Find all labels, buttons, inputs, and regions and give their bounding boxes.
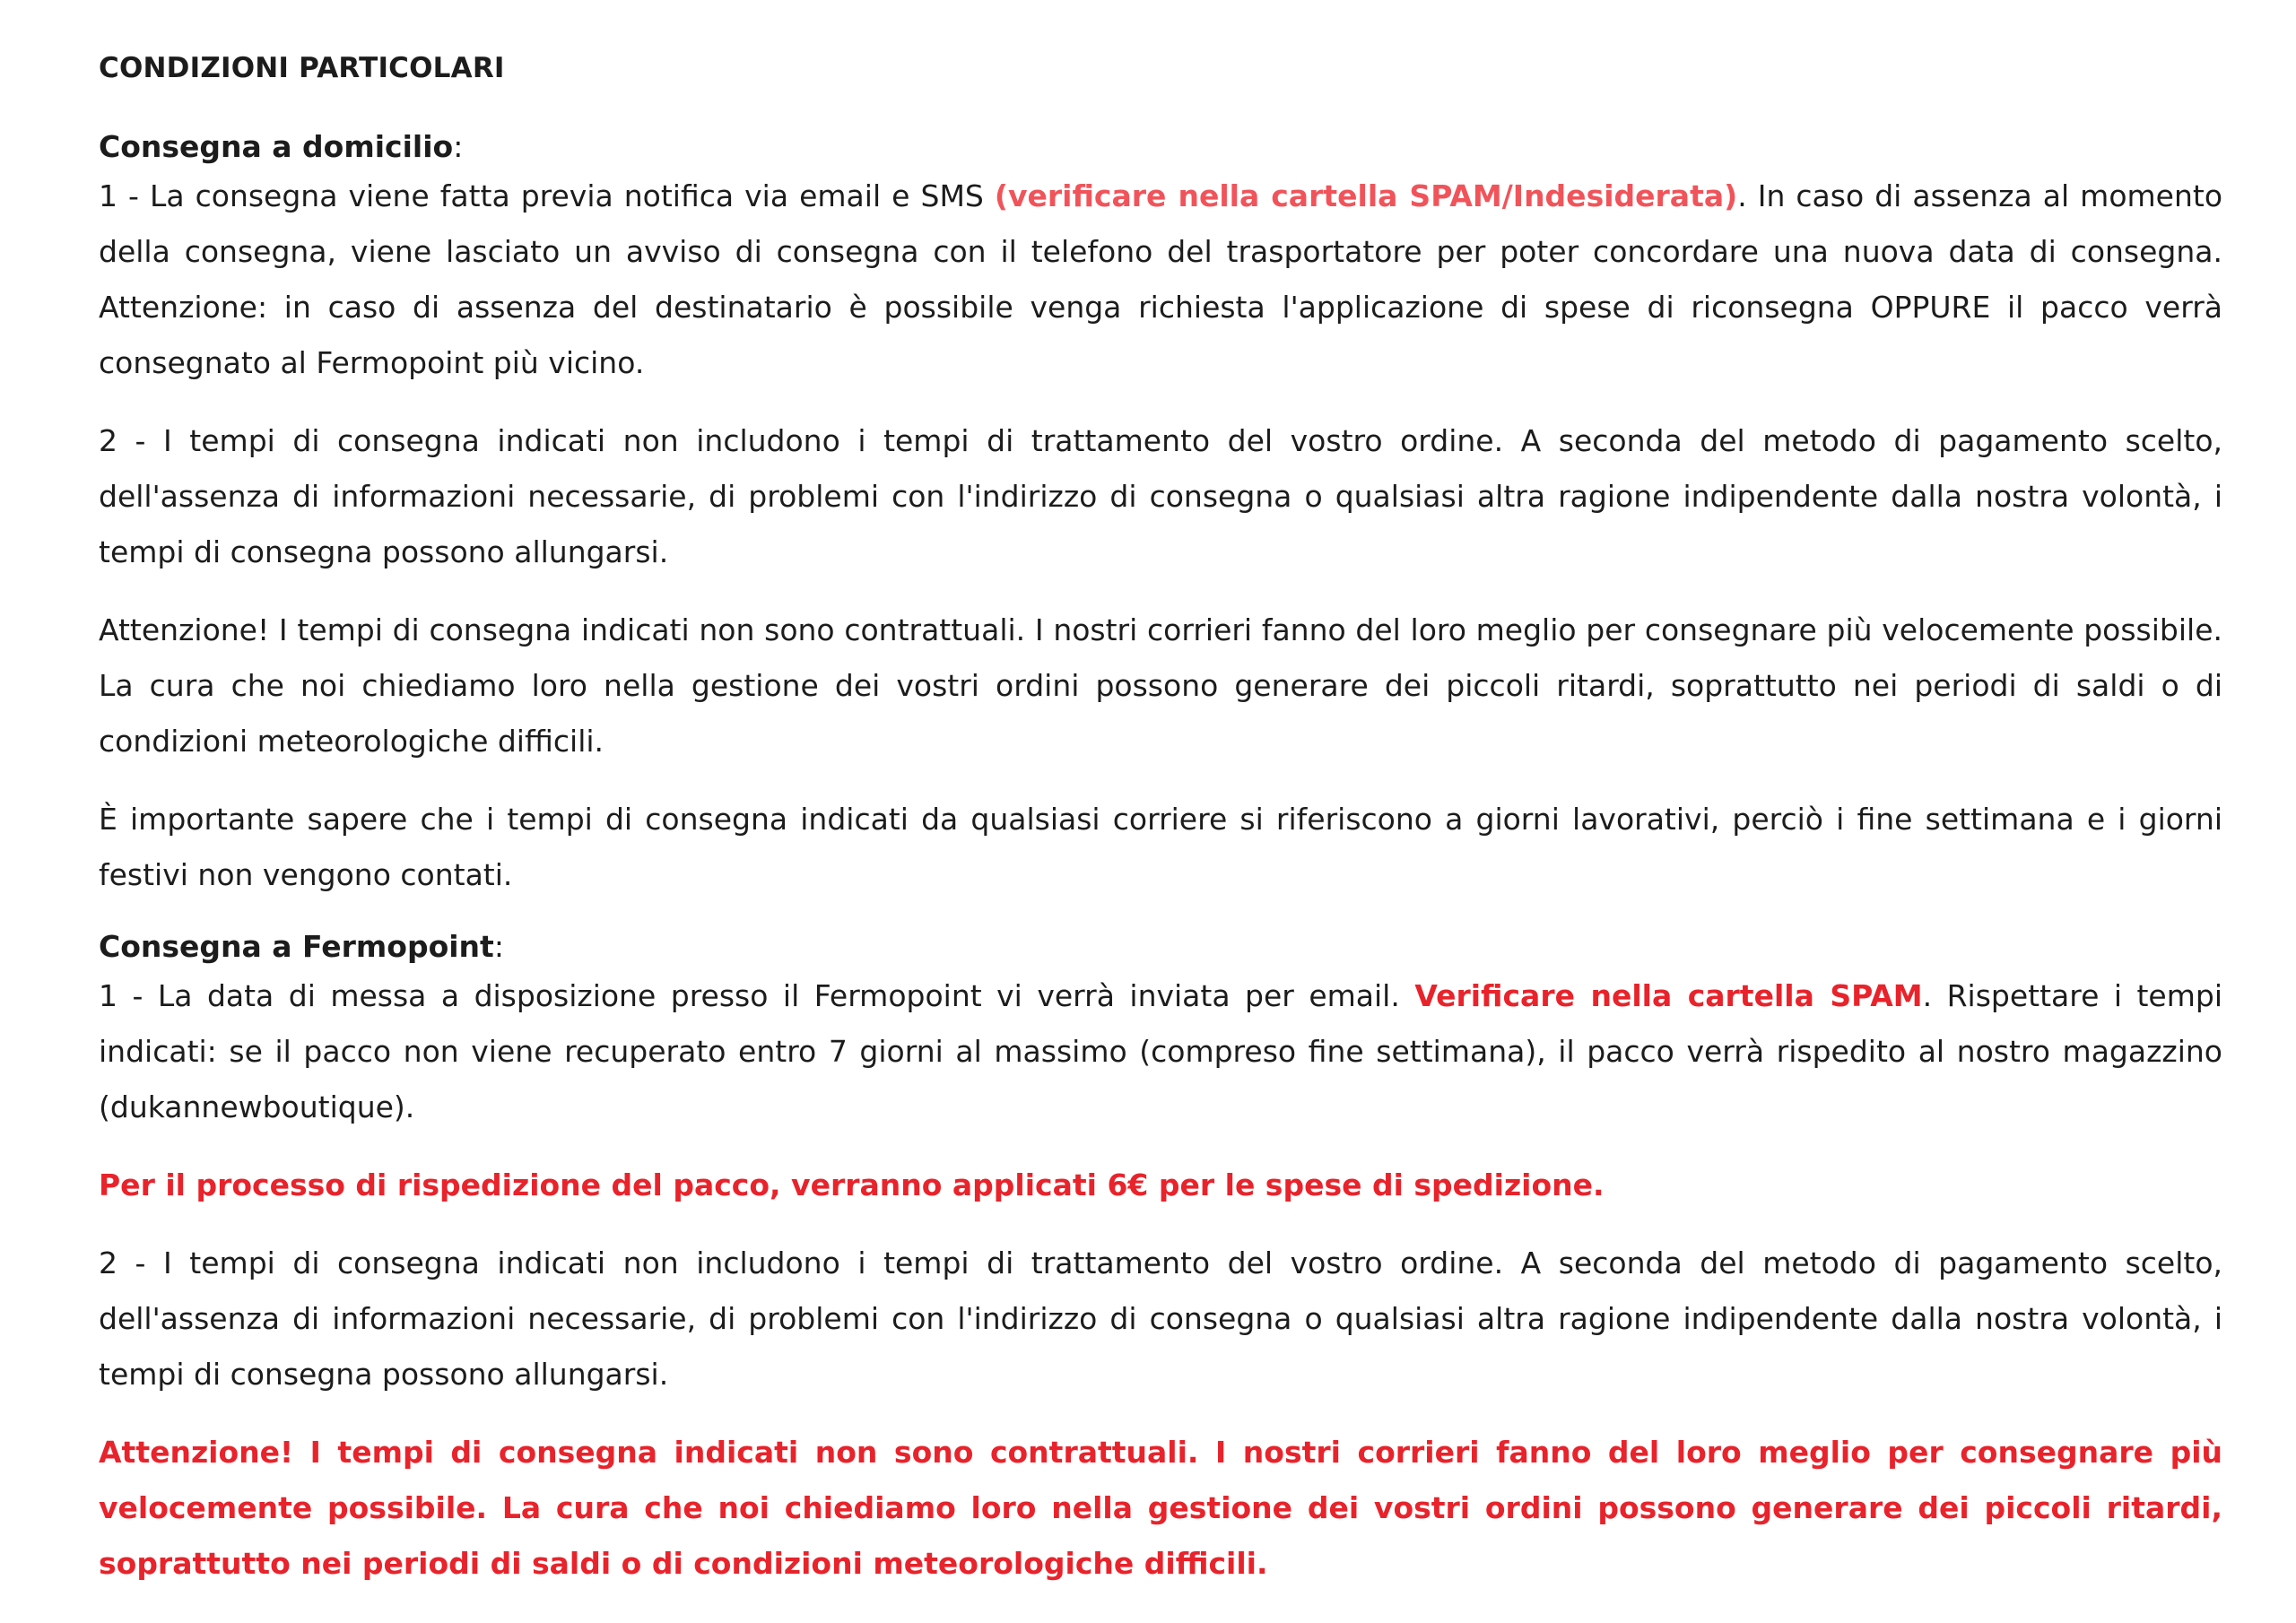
domicilio-paragraph-3: Attenzione! I tempi di consegna indicati non sono contrattuali. I nostri corrieri fanno del loro meglio per consegnare più velocemente possibile. La cura che noi chiediamo loro nella gestione dei vostri ordini possono generare dei piccoli ritardi, soprattutto nei periodi di saldi o di condizioni meteorologiche difficili. <box>99 612 2222 759</box>
section-title-domicilio <box>99 126 2222 169</box>
document-page <box>99 47 2222 1614</box>
domicilio-p1-spam-note: (verificare nella cartella SPAM/Indesiderata) <box>994 178 1738 213</box>
fermopoint-p1-spam-note: Verificare nella cartella SPAM <box>1414 978 1923 1013</box>
fermopoint-p1-text-b: . Rispettare i tempi indicati: se il pacco non viene recuperato entro 7 giorni al massimo (compreso fine settimana), il pacco verrà rispedito al nostro magazzino (dukannewboutique). <box>99 978 2223 1124</box>
fermopoint-warning-paragraph: Attenzione! I tempi di consegna indicati non sono contrattuali. I nostri corrieri fanno del loro meglio per consegnare più velocemente possibile. La cura che noi chiediamo loro nella gestione dei vostri ordini possono generare dei piccoli ritardi, soprattutto nei periodi di saldi o di condizioni meteorologiche difficili. <box>99 1435 2222 1581</box>
fermopoint-paragraph-2: 2 - I tempi di consegna indicati non includono i tempi di trattamento del vostro ordine. A seconda del metodo di pagamento scelto, dell'assenza di informazioni necessarie, di problemi con l'indirizzo di consegna o qualsiasi altra ragione indipendente dalla nostra volontà, i tempi di consegna possono allungarsi. <box>99 1245 2222 1392</box>
section-title-domicilio-text: Consegna a domicilio <box>99 129 454 164</box>
fermopoint-fee-notice: Per il processo di rispedizione del pacco, verranno applicati 6€ per le spese di spedizione. <box>99 1167 1605 1202</box>
fermopoint-paragraph-1 <box>99 968 2222 1135</box>
fermopoint-p1-text-a: 1 - La data di messa a disposizione presso il Fermopoint vi verrà inviata per email. <box>99 978 1415 1013</box>
section-title-fermopoint-colon: : <box>493 929 504 964</box>
section-title-domicilio-colon: : <box>453 129 464 164</box>
domicilio-paragraph-1 <box>99 169 2222 391</box>
domicilio-p1-text-b: . In caso di assenza al momento della consegna, viene lasciato un avviso di consegna con il telefono del trasportatore per poter concordare una nuova data di consegna. Attenzione: in caso di assenza del destinatario è possibile venga richiesta l'applicazione di spese di riconsegna OPPURE il pacco verrà consegnato al Fermopoint più vicino. <box>99 178 2223 380</box>
domicilio-paragraph-2: 2 - I tempi di consegna indicati non includono i tempi di trattamento del vostro ordine. A seconda del metodo di pagamento scelto, dell'assenza di informazioni necessarie, di problemi con l'indirizzo di consegna o qualsiasi altra ragione indipendente dalla nostra volontà, i tempi di consegna possono allungarsi. <box>99 423 2222 569</box>
domicilio-p1-text-a: 1 - La consegna viene fatta previa notifica via email e SMS <box>99 178 995 213</box>
page-title: CONDIZIONI PARTICOLARI <box>99 52 505 84</box>
section-title-fermopoint-text: Consegna a Fermopoint <box>99 929 494 964</box>
domicilio-paragraph-4: È importante sapere che i tempi di consegna indicati da qualsiasi corriere si riferiscono a giorni lavorativi, perciò i fine settimana e i giorni festivi non vengono contati. <box>99 802 2222 892</box>
section-title-fermopoint <box>99 925 2222 968</box>
